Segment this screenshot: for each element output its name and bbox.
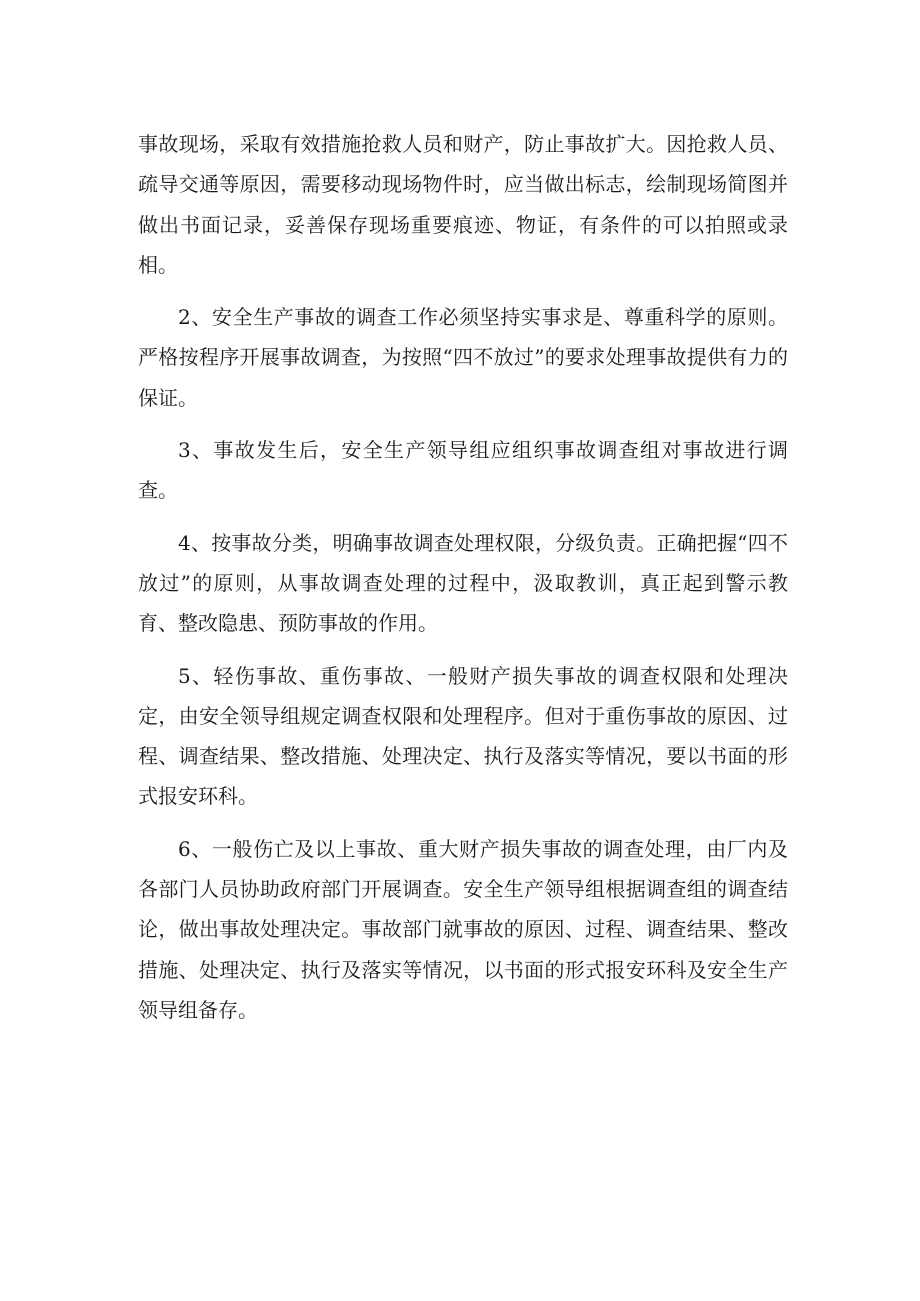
paragraph-item-4: 4、按事故分类，明确事故调查处理权限，分级负责。正确把握“四不放过”的原则，从事故调查处理的过程中，汲取教训，真正起到警示教育、整改隐患、预防事故的作用。 bbox=[138, 530, 788, 636]
paragraph-item-5: 5、轻伤事故、重伤事故、一般财产损失事故的调查权限和处理决定，由安全领导组规定调查权限和处理程序。但对于重伤事故的原因、过程、调查结果、整改措施、处理决定、执行及落实等情况，要以书面的形式报安环科。 bbox=[138, 663, 788, 809]
paragraph-item-6: 6、一般伤亡及以上事故、重大财产损失事故的调查处理，由厂内及各部门人员协助政府部门开展调查。安全生产领导组根据调查组的调查结论，做出事故处理决定。事故部门就事故的原因、过程、调查结果、整改措施、处理决定、执行及落实等情况，以书面的形式报安环科及安全生产领导组备存。 bbox=[138, 836, 788, 1022]
paragraph-item-3: 3、事故发生后，安全生产领导组应组织事故调查组对事故进行调查。 bbox=[138, 438, 788, 503]
paragraph-continuation: 事故现场，采取有效措施抢救人员和财产，防止事故扩大。因抢救人员、疏导交通等原因，需要移动现场物件时，应当做出标志，绘制现场简图并做出书面记录，妥善保存现场重要痕迹、物证，有条件的可以拍照或录相。 bbox=[138, 132, 788, 277]
paragraph-item-2: 2、安全生产事故的调查工作必须坚持实事求是、尊重科学的原则。严格按程序开展事故调查，为按照“四不放过”的要求处理事故提供有力的保证。 bbox=[138, 305, 788, 410]
document-body bbox=[138, 124, 788, 1042]
